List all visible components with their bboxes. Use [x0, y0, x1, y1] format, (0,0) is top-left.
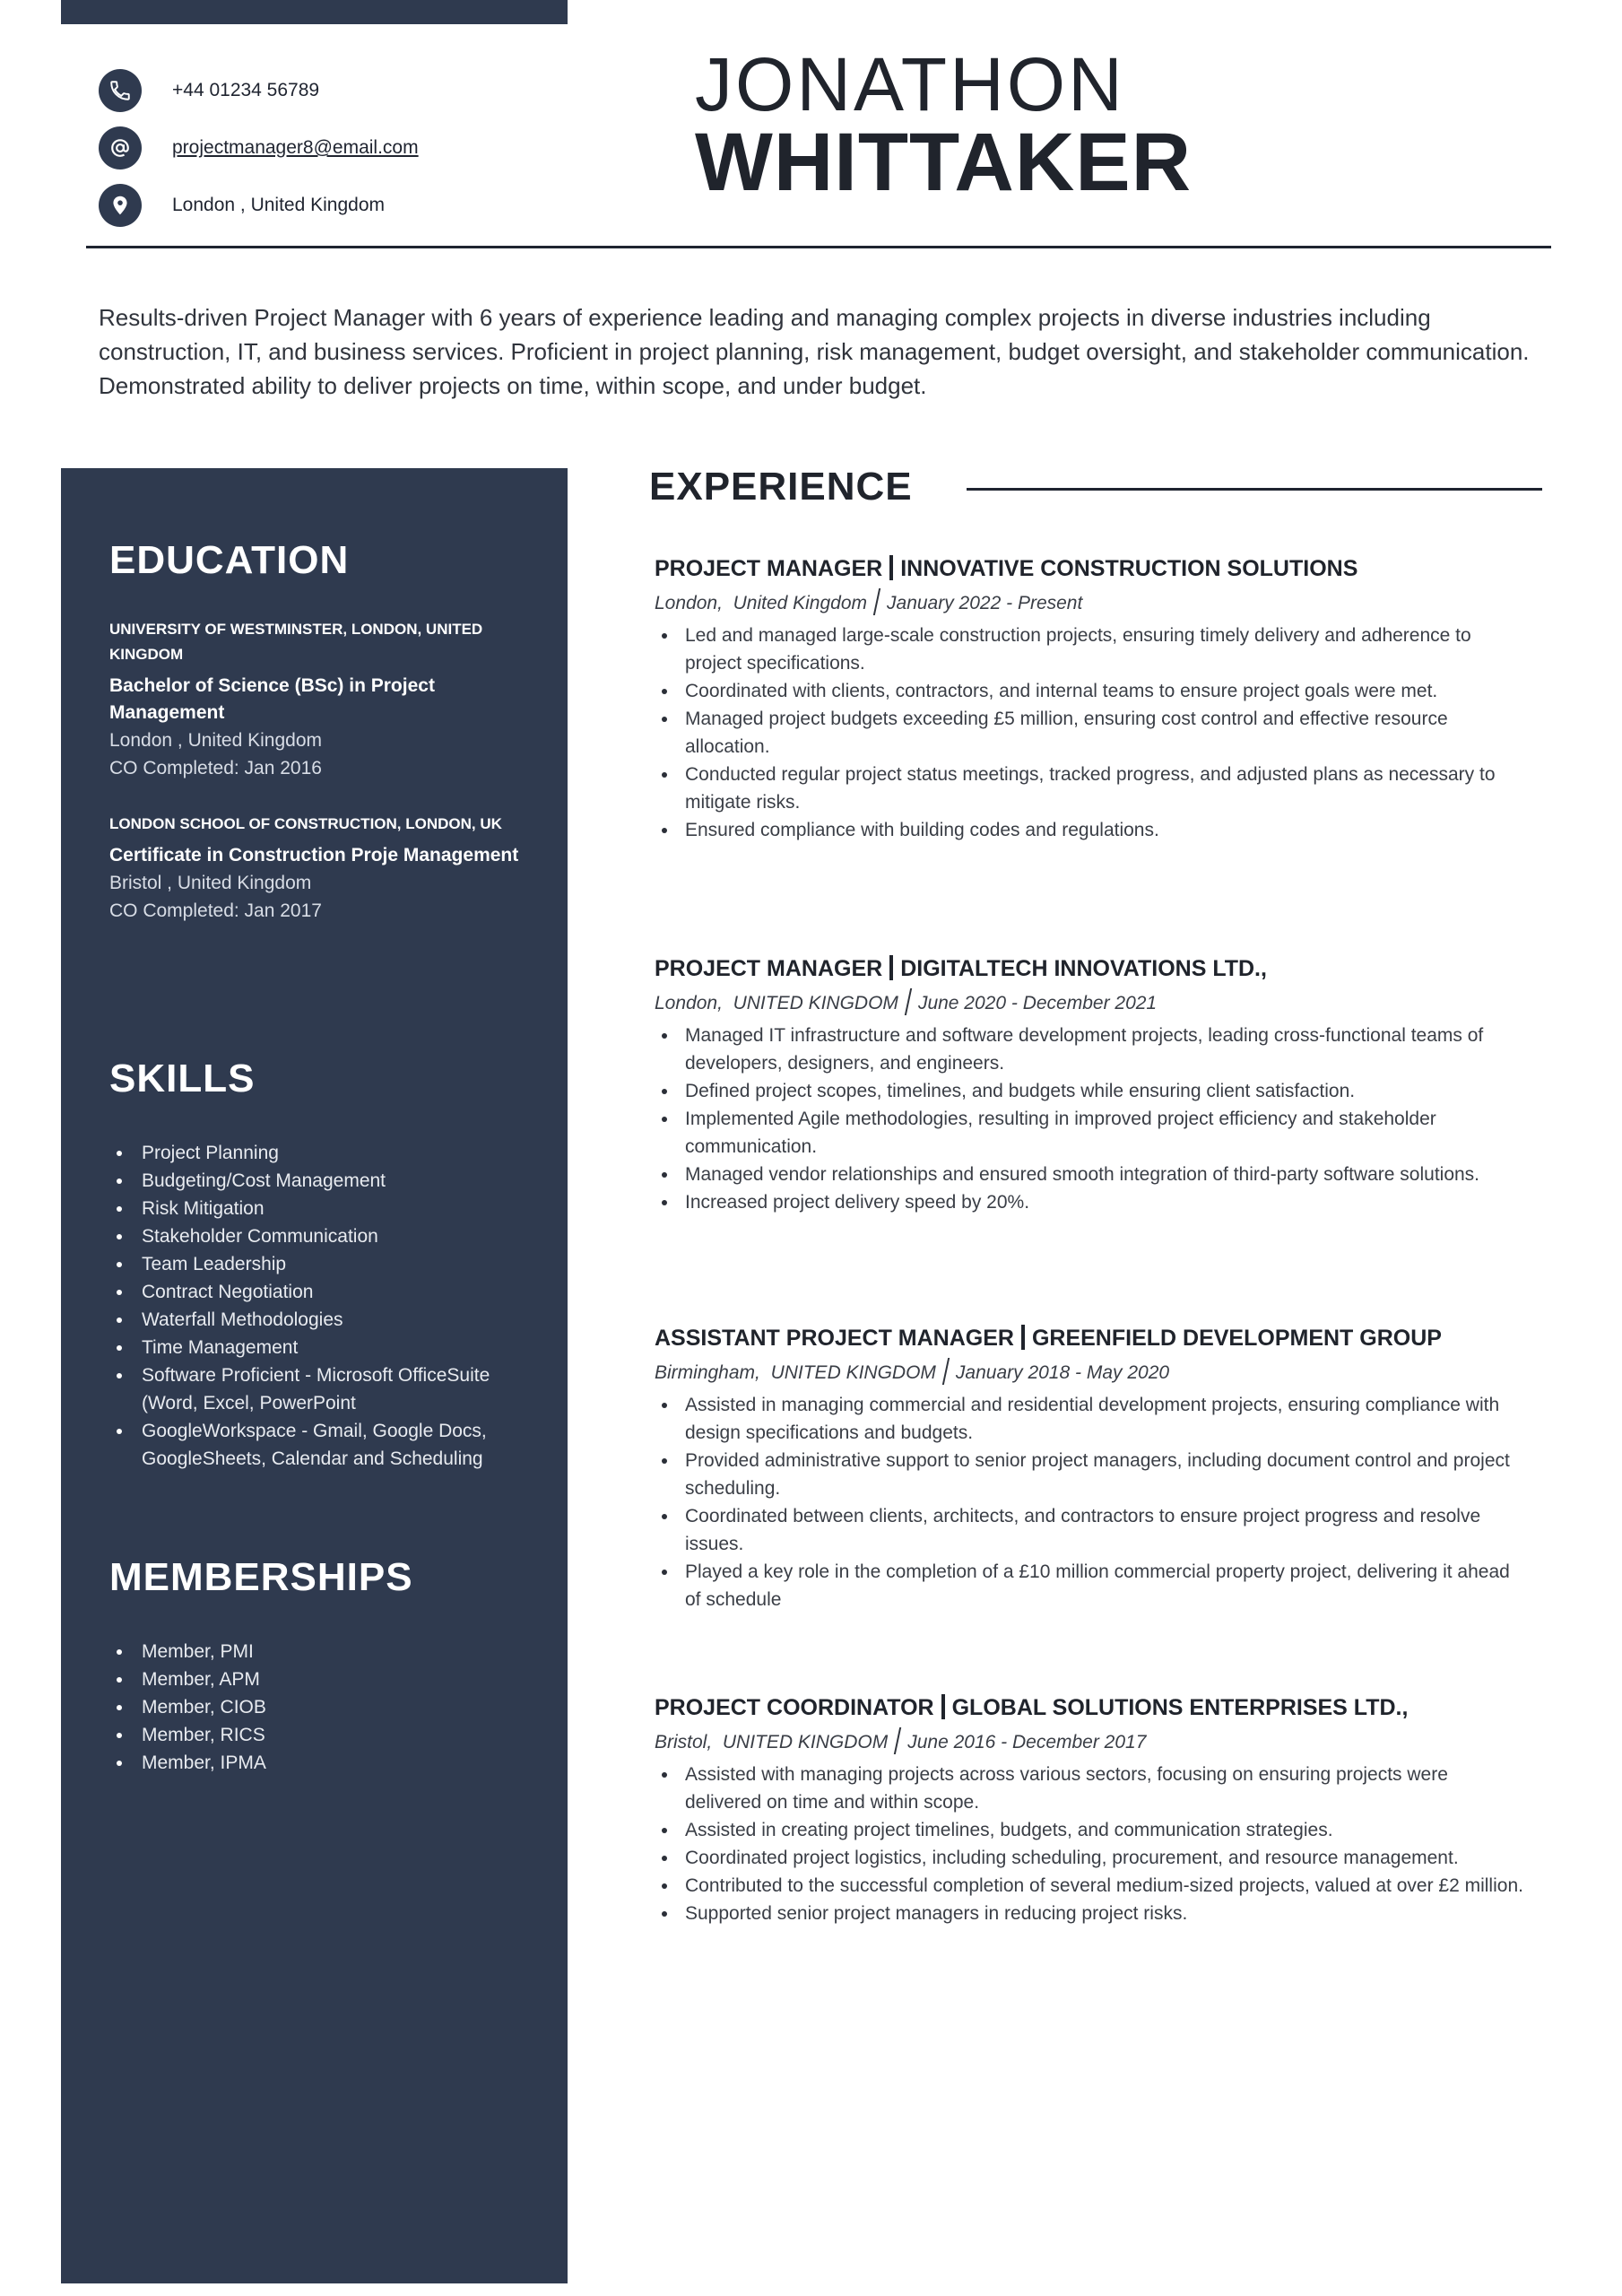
job-bullet: Supported senior project managers in reducing project risks. — [655, 1900, 1524, 1927]
meta-separator — [873, 588, 880, 615]
contact-location: London , United Kingdom — [172, 195, 385, 215]
education-item — [109, 617, 531, 782]
education-location: Bristol , United Kingdom — [109, 873, 312, 893]
at-sign-icon — [99, 126, 142, 170]
job-city: Birmingham — [655, 1362, 756, 1383]
job-country: UNITED KINGDOM — [733, 993, 898, 1013]
membership-item: Member, RICS — [111, 1721, 542, 1749]
job-city: Bristol — [655, 1732, 707, 1752]
job-role: PROJECT MANAGER — [655, 556, 883, 581]
job-bullets — [655, 1391, 1524, 1613]
job-role: PROJECT COORDINATOR — [655, 1695, 934, 1720]
meta-separator — [894, 1727, 901, 1754]
job-city: London — [655, 993, 718, 1013]
job-meta: Birmingham, UNITED KINGDOM January 2018 - May 2020 — [655, 1358, 1524, 1387]
job-bullet: Coordinated with clients, contractors, and internal teams to ensure project goals were met. — [655, 677, 1524, 705]
meta-separator — [905, 988, 912, 1015]
contact-phone-row — [99, 69, 319, 112]
skill-item: Stakeholder Communication — [111, 1222, 542, 1250]
job-country: United Kingdom — [733, 593, 868, 613]
job-title — [655, 1324, 1524, 1352]
job-dates: June 2020 - December 2021 — [917, 993, 1158, 1013]
job-company: GREENFIELD DEVELOPMENT GROUP — [1031, 1326, 1442, 1351]
top-accent-bar — [61, 0, 568, 24]
job-bullets — [655, 1022, 1524, 1216]
job-bullet: Provided administrative support to senior project managers, including document control and project scheduling. — [655, 1447, 1524, 1502]
skill-item: Risk Mitigation — [111, 1195, 542, 1222]
phone-icon — [99, 69, 142, 112]
job-meta: London, United Kingdom January 2022 - Present — [655, 588, 1524, 618]
skill-item: Budgeting/Cost Management — [111, 1167, 542, 1195]
contact-email-link[interactable]: projectmanager8@email.com — [172, 137, 419, 158]
job-bullet: Conducted regular project status meetings, tracked progress, and adjusted plans as necessary to mitigate risks. — [655, 761, 1524, 816]
title-separator — [941, 1694, 945, 1719]
membership-item: Member, IPMA — [111, 1749, 542, 1777]
job-entry — [655, 1324, 1524, 1613]
job-dates: January 2018 - May 2020 — [955, 1362, 1170, 1383]
skill-item: GoogleWorkspace - Gmail, Google Docs, GoogleSheets, Calendar and Scheduling — [111, 1417, 542, 1473]
job-city: London — [655, 593, 718, 613]
job-title — [655, 954, 1524, 983]
job-bullet: Managed vendor relationships and ensured smooth integration of third-party software solutions. — [655, 1161, 1524, 1188]
memberships-list — [111, 1638, 542, 1777]
education-school: UNIVERSITY OF WESTMINSTER, LONDON, UNITED KINGDOM — [109, 621, 483, 663]
membership-item: Member, APM — [111, 1665, 542, 1693]
job-bullet: Assisted with managing projects across various sectors, focusing on ensuring projects were delivered on time and within scope. — [655, 1761, 1524, 1816]
education-completed: CO Completed: Jan 2017 — [109, 900, 322, 921]
contact-location-row — [99, 184, 385, 227]
skill-item: Time Management — [111, 1334, 542, 1361]
education-heading: EDUCATION — [109, 538, 350, 582]
last-name: WHITTAKER — [695, 117, 1193, 208]
contact-phone: +44 01234 56789 — [172, 80, 320, 100]
header-divider — [86, 246, 1551, 248]
title-separator — [889, 555, 893, 580]
job-title — [655, 554, 1524, 583]
job-bullets — [655, 622, 1524, 844]
job-entry — [655, 954, 1524, 1216]
education-degree: Bachelor of Science (BSc) in Project Management — [109, 675, 435, 723]
education-completed: CO Completed: Jan 2016 — [109, 758, 322, 778]
job-bullet: Defined project scopes, timelines, and budgets while ensuring client satisfaction. — [655, 1077, 1524, 1105]
skill-item: Team Leadership — [111, 1250, 542, 1278]
job-bullet: Implemented Agile methodologies, resulting in improved project efficiency and stakeholder communication. — [655, 1105, 1524, 1161]
education-item — [109, 812, 531, 925]
contact-email-row[interactable] — [99, 126, 419, 170]
title-separator — [889, 955, 893, 980]
job-country: UNITED KINGDOM — [770, 1362, 936, 1383]
experience-heading: EXPERIENCE — [649, 465, 913, 509]
job-company: GLOBAL SOLUTIONS ENTERPRISES LTD., — [951, 1695, 1409, 1720]
job-bullets — [655, 1761, 1524, 1927]
job-bullet: Ensured compliance with building codes and regulations. — [655, 816, 1524, 844]
job-bullet: Contributed to the successful completion of several medium-sized projects, valued at over £2 million. — [655, 1872, 1524, 1900]
job-bullet: Coordinated project logistics, including scheduling, procurement, and resource management. — [655, 1844, 1524, 1872]
job-bullet: Led and managed large-scale construction projects, ensuring timely delivery and adherence to project specifications. — [655, 622, 1524, 677]
professional-summary: Results-driven Project Manager with 6 years of experience leading and managing complex projects in diverse industries including construction, IT, and business services. Proficient in project planning, risk management, budget oversight, and stakeholder communication. Demonstrated ability to deliver projects on time, within scope, and under budget. — [99, 304, 1530, 399]
job-country: UNITED KINGDOM — [722, 1732, 889, 1752]
education-degree: Certificate in Construction Proje Management — [109, 845, 519, 865]
location-pin-icon — [99, 184, 142, 227]
memberships-heading: MEMBERSHIPS — [109, 1555, 413, 1599]
job-meta: Bristol, UNITED KINGDOM June 2016 - December 2017 — [655, 1727, 1524, 1757]
job-meta: London, UNITED KINGDOM June 2020 - December 2021 — [655, 988, 1524, 1018]
skill-item: Contract Negotiation — [111, 1278, 542, 1306]
job-dates: June 2016 - December 2017 — [907, 1732, 1147, 1752]
job-entry — [655, 1693, 1524, 1927]
skills-list — [111, 1139, 542, 1473]
education-location: London , United Kingdom — [109, 730, 322, 751]
first-name: JONATHON — [695, 42, 1125, 126]
meta-separator — [942, 1358, 950, 1385]
education-school: LONDON SCHOOL OF CONSTRUCTION, LONDON, UK — [109, 815, 502, 832]
job-bullet: Assisted in creating project timelines, budgets, and communication strategies. — [655, 1816, 1524, 1844]
job-bullet: Managed project budgets exceeding £5 million, ensuring cost control and effective resource allocation. — [655, 705, 1524, 761]
skills-heading: SKILLS — [109, 1057, 256, 1100]
job-company: DIGITALTECH INNOVATIONS LTD., — [900, 956, 1267, 981]
skill-item: Waterfall Methodologies — [111, 1306, 542, 1334]
job-role: PROJECT MANAGER — [655, 956, 883, 981]
job-dates: January 2022 - Present — [887, 593, 1083, 613]
job-bullet: Coordinated between clients, architects, and contractors to ensure project progress and resolve issues. — [655, 1502, 1524, 1558]
experience-divider — [967, 488, 1542, 491]
job-bullet: Played a key role in the completion of a £10 million commercial property project, delivering it ahead of schedule — [655, 1558, 1524, 1613]
job-entry — [655, 554, 1524, 844]
skill-item: Software Proficient - Microsoft OfficeSuite (Word, Excel, PowerPoint — [111, 1361, 542, 1417]
job-title — [655, 1693, 1524, 1722]
job-role: ASSISTANT PROJECT MANAGER — [655, 1326, 1014, 1351]
skill-item: Project Planning — [111, 1139, 542, 1167]
title-separator — [1021, 1325, 1025, 1350]
job-bullet: Assisted in managing commercial and residential development projects, ensuring compliance with design specifications and budgets. — [655, 1391, 1524, 1447]
job-company: INNOVATIVE CONSTRUCTION SOLUTIONS — [900, 556, 1358, 581]
job-bullet: Increased project delivery speed by 20%. — [655, 1188, 1524, 1216]
membership-item: Member, PMI — [111, 1638, 542, 1665]
membership-item: Member, CIOB — [111, 1693, 542, 1721]
job-bullet: Managed IT infrastructure and software development projects, leading cross-functional teams of developers, designers, and engineers. — [655, 1022, 1524, 1077]
